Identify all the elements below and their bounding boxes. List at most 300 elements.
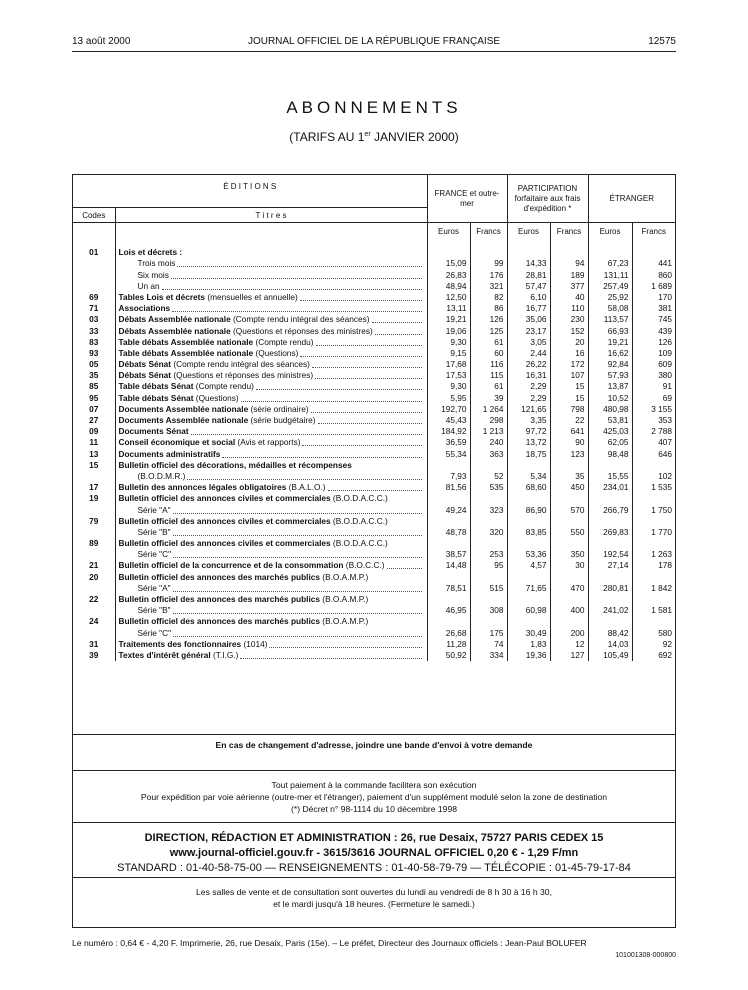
row-value: 5,95: [427, 392, 470, 403]
row-value: 1,83: [507, 639, 550, 650]
row-value: [588, 538, 632, 549]
row-value: 86,90: [507, 504, 550, 515]
row-value: 15: [550, 392, 588, 403]
row-title-bold: Textes d'intérêt général: [118, 649, 211, 660]
row-title-rest: (1014): [241, 638, 268, 649]
row-value: 5,34: [507, 471, 550, 482]
row-value: 74: [470, 639, 507, 650]
row-value: 1 263: [632, 549, 675, 560]
row-value: 123: [550, 448, 588, 459]
row-value: 178: [632, 560, 675, 571]
row-title-bold: Débats Sénat: [118, 359, 172, 370]
row-code: [73, 549, 115, 560]
row-value: 241,02: [588, 605, 632, 616]
row-title-rest: (B.O.C.C.): [343, 560, 385, 571]
row-title: [115, 616, 427, 627]
row-value: 71,65: [507, 583, 550, 594]
sales-line-2: et le mardi jusqu'à 18 heures. (Fermeture le samedi.): [273, 899, 475, 909]
row-value: 35,06: [507, 314, 550, 325]
table-row: [73, 292, 675, 303]
table-row: [73, 527, 675, 538]
page-title: ABONNEMENTS: [286, 98, 462, 117]
row-value: 170: [632, 292, 675, 303]
row-value: 46,95: [427, 605, 470, 616]
row-title: [115, 527, 427, 538]
row-title-rest: (Compte rendu intégral des séances): [230, 314, 370, 325]
row-value: 26,68: [427, 627, 470, 638]
row-title: [115, 303, 427, 314]
etranger-euros-heading: Euros: [588, 223, 632, 240]
row-value: 334: [470, 650, 507, 661]
row-value: 90: [550, 437, 588, 448]
row-value: 480,98: [588, 404, 632, 415]
etranger-heading: ÉTRANGER: [588, 175, 675, 223]
row-value: 19,06: [427, 325, 470, 336]
row-value: 16,31: [507, 370, 550, 381]
row-value: 22: [550, 415, 588, 426]
row-value: 58,08: [588, 303, 632, 314]
codes-heading: Codes: [73, 208, 115, 223]
row-title-bold: Bulletin des annonces légales obligatoires: [118, 482, 287, 493]
row-title-bold: Bulletin officiel des annonces civiles et commerciales: [118, 538, 331, 549]
row-value: 172: [550, 359, 588, 370]
row-value: [588, 493, 632, 504]
row-title-bold: Bulletin officiel des annonces des marchés publics: [118, 594, 320, 604]
row-code: [73, 504, 115, 515]
row-value: 12,50: [427, 292, 470, 303]
table-row: [73, 504, 675, 515]
row-title-rest: (Questions): [253, 347, 299, 358]
row-code: 15: [89, 459, 99, 470]
row-value: 38,57: [427, 549, 470, 560]
row-code: 22: [89, 594, 99, 604]
row-value: 28,81: [507, 269, 550, 280]
row-value: 12: [550, 639, 588, 650]
row-value: 27,14: [588, 560, 632, 571]
row-value: 15,55: [588, 471, 632, 482]
tariff-frame: [72, 174, 676, 928]
row-value: [588, 571, 632, 582]
row-code: 11: [89, 437, 99, 448]
row-value: 439: [632, 325, 675, 336]
row-value: 67,23: [588, 258, 632, 269]
row-title-rest: (Questions): [193, 392, 239, 403]
row-title: [115, 370, 427, 381]
table-row: [73, 549, 675, 560]
row-value: 609: [632, 359, 675, 370]
row-value: [427, 538, 470, 549]
row-value: [632, 247, 675, 258]
row-title: [115, 359, 427, 370]
table-row: [73, 493, 675, 504]
table-row: [73, 314, 675, 325]
row-title-bold: Bulletin officiel des annonces civiles et commerciales: [118, 515, 331, 526]
row-value: [550, 247, 588, 258]
row-value: 13,11: [427, 303, 470, 314]
row-value: 98,48: [588, 448, 632, 459]
row-value: 580: [632, 627, 675, 638]
table-row: [73, 348, 675, 359]
row-value: 61: [470, 337, 507, 348]
row-value: 3,35: [507, 415, 550, 426]
row-value: [550, 616, 588, 627]
table-row: [73, 337, 675, 348]
row-title-rest: (Questions et réponses des ministres): [230, 325, 373, 336]
row-title-bold: Bulletin officiel des annonces civiles et commerciales: [118, 493, 331, 504]
row-value: 1 842: [632, 583, 675, 594]
row-title: [115, 381, 427, 392]
row-value: 13,87: [588, 381, 632, 392]
table-row: [73, 460, 675, 471]
row-title: [115, 292, 427, 303]
row-title-rest: (Avis et rapports): [235, 437, 301, 448]
row-value: 61: [470, 381, 507, 392]
row-value: 745: [632, 314, 675, 325]
row-value: 35: [550, 471, 588, 482]
payment-line-3: (*) Décret n° 98-1114 du 10 décembre 1998: [290, 804, 458, 814]
row-value: 81,56: [427, 482, 470, 493]
row-value: 14,33: [507, 258, 550, 269]
row-title-rest: Série "A": [137, 504, 171, 515]
row-value: [470, 538, 507, 549]
header-rule: [72, 51, 676, 52]
row-title-bold: Conseil économique et social: [118, 437, 236, 448]
row-value: 425,03: [588, 426, 632, 437]
row-code: [73, 605, 115, 616]
row-value: 407: [632, 437, 675, 448]
row-value: [427, 247, 470, 258]
row-value: 121,65: [507, 404, 550, 415]
row-value: [550, 460, 588, 471]
row-code: 33: [89, 325, 99, 336]
direction-block: [73, 822, 675, 877]
row-value: [632, 594, 675, 605]
row-title-bold: Traitements des fonctionnaires: [118, 638, 242, 649]
row-value: 110: [550, 303, 588, 314]
row-value: 323: [470, 504, 507, 515]
row-value: 107: [550, 370, 588, 381]
row-code: 01: [89, 247, 99, 258]
row-value: 175: [470, 627, 507, 638]
row-value: 86: [470, 303, 507, 314]
row-value: 83,85: [507, 527, 550, 538]
row-title-rest: Six mois: [137, 269, 169, 280]
row-title-rest: (B.O.D.A.C.C.): [330, 493, 388, 504]
row-code: 79: [89, 515, 99, 526]
table-row: [73, 281, 675, 292]
table-row: [73, 538, 675, 549]
row-title: [115, 627, 427, 638]
row-value: 230: [550, 314, 588, 325]
row-value: 570: [550, 504, 588, 515]
payment-line-2: Pour expédition par voie aérienne (outre-mer et l'étranger), paiement d'un supplément modulé selon la zone de destination: [140, 792, 608, 802]
row-value: 2,29: [507, 381, 550, 392]
row-code: 95: [89, 392, 99, 403]
participation-francs-heading: Francs: [550, 223, 588, 240]
row-value: [588, 594, 632, 605]
row-value: 52: [470, 471, 507, 482]
row-code: 07: [89, 403, 99, 414]
row-code: 13: [89, 448, 99, 459]
row-value: 102: [632, 471, 675, 482]
row-value: [588, 460, 632, 471]
row-value: 20: [550, 337, 588, 348]
row-value: 57,47: [507, 281, 550, 292]
row-value: 57,93: [588, 370, 632, 381]
table-row: [73, 627, 675, 638]
row-value: 116: [470, 359, 507, 370]
row-value: [507, 538, 550, 549]
row-title-bold: Lois et décrets :: [118, 247, 183, 258]
row-title-bold: Débats Assemblée nationale: [118, 325, 231, 336]
row-value: 40: [550, 292, 588, 303]
row-value: 381: [632, 303, 675, 314]
row-title: [115, 426, 427, 437]
row-value: 19,36: [507, 650, 550, 661]
row-value: 380: [632, 370, 675, 381]
row-title: [115, 594, 427, 605]
row-title-rest: Série "C": [137, 627, 172, 638]
table-row: [73, 516, 675, 527]
table-row: [73, 616, 675, 627]
row-value: 266,79: [588, 504, 632, 515]
row-code: 85: [89, 381, 99, 392]
row-title-rest: (B.O.A.M.P.): [320, 571, 369, 582]
row-value: 234,01: [588, 482, 632, 493]
row-value: 2 788: [632, 426, 675, 437]
table-row: [73, 594, 675, 605]
row-title-bold: Documents Sénat: [118, 426, 189, 437]
table-row: [73, 325, 675, 336]
row-value: [470, 247, 507, 258]
row-value: [470, 493, 507, 504]
row-value: 19,21: [588, 337, 632, 348]
row-title-rest: (B.A.L.O.): [286, 482, 326, 493]
row-value: [632, 571, 675, 582]
header-page-number: 12575: [648, 36, 676, 47]
change-address-note: En cas de changement d'adresse, joindre une bande d'envoi à votre demande: [73, 734, 675, 770]
row-value: 23,17: [507, 325, 550, 336]
row-value: 126: [470, 314, 507, 325]
row-title: [115, 392, 427, 403]
row-value: [588, 516, 632, 527]
row-code: 35: [89, 370, 99, 381]
row-title-bold: Bulletin officiel de la concurrence et de la consommation: [118, 560, 344, 571]
row-title-rest: (B.O.A.M.P.): [320, 594, 369, 604]
row-title: [115, 605, 427, 616]
row-value: 269,83: [588, 527, 632, 538]
row-value: 9,30: [427, 381, 470, 392]
row-value: [507, 460, 550, 471]
row-title: [115, 471, 427, 482]
row-code: 83: [89, 336, 99, 347]
tariff-table: [73, 175, 675, 661]
row-value: 16,62: [588, 348, 632, 359]
row-value: 4,57: [507, 560, 550, 571]
row-code: [73, 471, 115, 482]
row-value: 641: [550, 426, 588, 437]
row-value: 1 581: [632, 605, 675, 616]
row-value: 189: [550, 269, 588, 280]
row-value: 550: [550, 527, 588, 538]
row-title-bold: Table débats Assemblée nationale: [118, 347, 254, 358]
row-value: 15,09: [427, 258, 470, 269]
row-code: [73, 527, 115, 538]
tariff-rows: [73, 239, 675, 661]
row-value: 92: [632, 639, 675, 650]
row-value: 353: [632, 415, 675, 426]
row-value: 62,05: [588, 437, 632, 448]
row-value: [427, 571, 470, 582]
footer-reference: 101001308-000800: [615, 952, 676, 959]
row-title-rest: Série "B": [137, 605, 171, 616]
row-value: 99: [470, 258, 507, 269]
row-code: 21: [89, 560, 99, 571]
row-value: 184,92: [427, 426, 470, 437]
table-row: [73, 303, 675, 314]
table-row: [73, 247, 675, 258]
row-title-rest: Série "B": [137, 526, 171, 537]
titres-heading: T i t r e s: [115, 208, 427, 223]
row-value: 1 750: [632, 504, 675, 515]
row-code: 71: [89, 303, 99, 314]
row-value: 3,05: [507, 337, 550, 348]
row-code: 27: [89, 415, 99, 425]
row-value: 535: [470, 482, 507, 493]
sales-line-1: Les salles de vente et de consultation sont ouvertes du lundi au vendredi de 8 h 30 à 16 h 30,: [196, 887, 552, 897]
row-value: 48,78: [427, 527, 470, 538]
row-value: 1 264: [470, 404, 507, 415]
row-value: 176: [470, 269, 507, 280]
row-value: 131,11: [588, 269, 632, 280]
row-value: 152: [550, 325, 588, 336]
row-code: [73, 281, 115, 292]
row-title: [115, 448, 427, 459]
row-code: 05: [89, 359, 99, 370]
page-header: [72, 36, 676, 50]
row-title-rest: (Compte rendu): [193, 381, 254, 392]
row-title-rest: Série "A": [137, 582, 171, 593]
row-title-bold: Table débats Sénat: [118, 381, 194, 392]
row-value: 53,36: [507, 549, 550, 560]
participation-heading: PARTICIPATION forfaitaire aux frais d'expédition *: [507, 175, 588, 223]
row-value: 18,75: [507, 448, 550, 459]
row-value: 321: [470, 281, 507, 292]
row-title: [115, 415, 427, 426]
row-value: 11,28: [427, 639, 470, 650]
row-value: 515: [470, 583, 507, 594]
payment-line-1: Tout paiement à la commande facilitera son exécution: [271, 780, 477, 790]
row-value: 7,93: [427, 471, 470, 482]
row-value: 49,24: [427, 504, 470, 515]
row-title-rest: (B.O.D.A.C.C.): [330, 515, 388, 526]
row-title-bold: Table débats Sénat: [118, 392, 194, 403]
row-value: 14,03: [588, 639, 632, 650]
row-value: 88,42: [588, 627, 632, 638]
row-title-rest: Un an: [137, 280, 160, 291]
row-value: 10,52: [588, 392, 632, 403]
row-value: 3 155: [632, 404, 675, 415]
table-row: [73, 471, 675, 482]
row-value: [632, 538, 675, 549]
row-title-rest: Trois mois: [137, 258, 176, 269]
direction-line-2: www.journal-officiel.gouv.fr - 3615/3616 JOURNAL OFFICIEL 0,20 € - 1,29 F/mn: [169, 847, 579, 859]
row-title: [115, 247, 427, 258]
row-title: [115, 337, 427, 348]
row-value: 692: [632, 650, 675, 661]
row-value: [632, 493, 675, 504]
row-code: 89: [89, 538, 99, 549]
table-row: [73, 448, 675, 459]
row-title: [115, 549, 427, 560]
table-row: [73, 560, 675, 571]
row-title: [115, 348, 427, 359]
row-value: 30,49: [507, 627, 550, 638]
table-row: [73, 650, 675, 661]
page-subtitle: (TARIFS AU 1er JANVIER 2000): [289, 130, 459, 144]
row-value: 69: [632, 392, 675, 403]
row-title: [115, 404, 427, 415]
row-title: [115, 325, 427, 336]
row-value: [507, 493, 550, 504]
row-value: 280,81: [588, 583, 632, 594]
row-value: 470: [550, 583, 588, 594]
table-row: [73, 381, 675, 392]
row-value: 60,98: [507, 605, 550, 616]
row-title: [115, 258, 427, 269]
row-code: 93: [89, 347, 99, 358]
row-value: 298: [470, 415, 507, 426]
row-value: 17,68: [427, 359, 470, 370]
row-value: 400: [550, 605, 588, 616]
france-euros-heading: Euros: [427, 223, 470, 240]
row-title-rest: (mensuelles et annuelle): [205, 291, 298, 302]
row-title: [115, 538, 427, 549]
row-value: [550, 493, 588, 504]
row-title-bold: Débats Sénat: [118, 370, 172, 381]
row-value: 97,72: [507, 426, 550, 437]
row-value: 92,84: [588, 359, 632, 370]
row-value: 363: [470, 448, 507, 459]
header-date: 13 août 2000: [72, 36, 131, 47]
row-code: [73, 269, 115, 280]
row-value: 646: [632, 448, 675, 459]
row-value: 377: [550, 281, 588, 292]
table-row: [73, 482, 675, 493]
row-code: 39: [89, 649, 99, 660]
participation-euros-heading: Euros: [507, 223, 550, 240]
row-value: 441: [632, 258, 675, 269]
table-row: [73, 426, 675, 437]
table-row: [73, 392, 675, 403]
row-code: [73, 583, 115, 594]
row-value: [632, 516, 675, 527]
row-value: 26,22: [507, 359, 550, 370]
row-title: [115, 281, 427, 292]
row-value: [470, 571, 507, 582]
row-value: [632, 460, 675, 471]
row-value: [427, 460, 470, 471]
row-value: 66,93: [588, 325, 632, 336]
row-value: [427, 594, 470, 605]
row-value: [427, 516, 470, 527]
row-value: 36,59: [427, 437, 470, 448]
row-value: 126: [632, 337, 675, 348]
row-value: 192,70: [427, 404, 470, 415]
header-journal: JOURNAL OFFICIEL DE LA RÉPUBLIQUE FRANÇAISE: [247, 36, 501, 47]
row-code: 20: [89, 571, 99, 582]
row-value: [470, 616, 507, 627]
